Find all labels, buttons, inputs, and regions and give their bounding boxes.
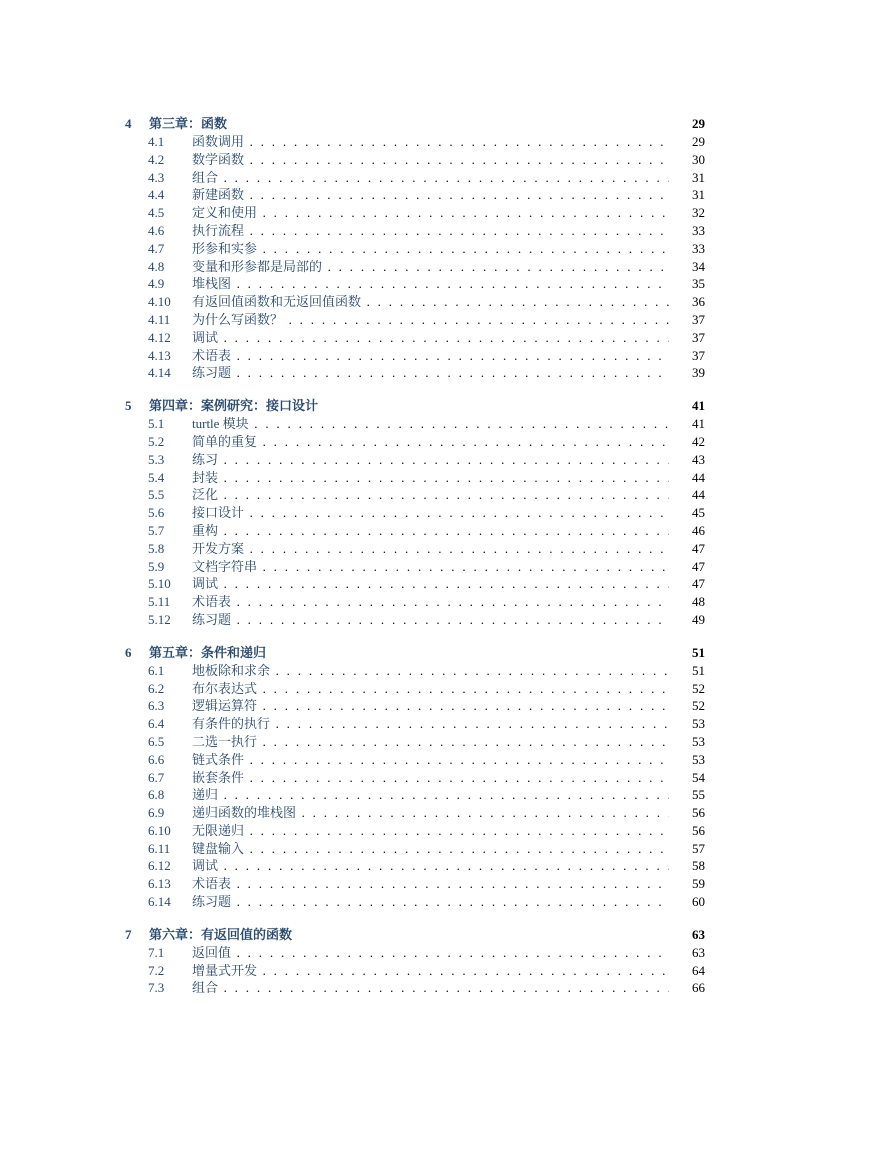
section-title: 调试 (192, 576, 219, 592)
section-title: 术语表 (192, 347, 232, 363)
section-title: 练习 (192, 451, 219, 467)
section-page-number: 33 (692, 222, 705, 238)
section-title-with-leader (192, 575, 669, 593)
toc-entry[interactable] (125, 875, 705, 893)
section-title-with-leader (192, 611, 669, 629)
section-title-with-leader (192, 786, 669, 804)
toc-entry[interactable] (125, 962, 705, 980)
section-title: 新建函数 (192, 187, 245, 203)
toc-entry[interactable] (125, 222, 705, 240)
toc-entry[interactable] (125, 486, 705, 504)
toc-entry[interactable] (125, 769, 705, 787)
toc-entry[interactable] (125, 151, 705, 169)
section-title: 简单的重复 (192, 433, 258, 449)
section-page-number: 47 (692, 558, 705, 574)
section-page-number: 36 (692, 294, 705, 310)
chapter-heading[interactable] (125, 115, 705, 133)
chapter-number: 6 (125, 644, 132, 660)
section-list (125, 944, 705, 997)
section-page-number: 48 (692, 594, 705, 610)
section-number: 4.13 (148, 347, 171, 363)
section-title: 有返回值函数和无返回值函数 (192, 294, 362, 310)
section-title: 开发方案 (192, 540, 245, 556)
toc-entry[interactable] (125, 680, 705, 698)
section-number: 5.5 (148, 487, 165, 503)
toc-entry[interactable] (125, 979, 705, 997)
section-page-number: 55 (692, 787, 705, 803)
section-title-with-leader (192, 293, 669, 311)
section-list (125, 662, 705, 911)
section-page-number: 29 (692, 134, 705, 149)
chapter-heading[interactable] (125, 926, 705, 944)
section-title-with-leader (192, 469, 669, 487)
toc-chapter (125, 644, 705, 911)
section-title-with-leader (192, 804, 669, 822)
section-title: 变量和形参都是局部的 (192, 258, 323, 274)
section-title: 术语表 (192, 594, 232, 610)
section-number: 6.9 (148, 805, 165, 821)
section-title-with-leader (192, 893, 669, 911)
chapter-page-number: 29 (692, 116, 705, 131)
chapter-page-number: 51 (692, 644, 705, 660)
section-list (125, 133, 705, 382)
section-number: 5.11 (148, 594, 171, 610)
toc-entry[interactable] (125, 540, 705, 558)
section-page-number: 37 (692, 347, 705, 363)
section-title-with-leader (192, 364, 669, 382)
section-title-with-leader (192, 329, 669, 347)
chapter-title: 第六章：有返回值的函数 (149, 926, 293, 942)
toc-entry[interactable] (125, 347, 705, 365)
section-page-number: 31 (692, 169, 705, 185)
toc-entry[interactable] (125, 311, 705, 329)
toc-entry[interactable] (125, 240, 705, 258)
section-number: 4.11 (148, 311, 171, 327)
section-page-number: 39 (692, 365, 705, 381)
section-title-with-leader (192, 275, 669, 293)
section-title: 练习题 (192, 611, 232, 627)
section-title: 堆栈图 (192, 276, 232, 292)
section-list (125, 415, 705, 629)
chapter-number: 5 (125, 398, 132, 414)
section-title: 组合 (192, 980, 219, 996)
section-number: 4.12 (148, 329, 171, 345)
table-of-contents (125, 115, 705, 1012)
section-page-number: 31 (692, 187, 705, 203)
section-number: 5.2 (148, 433, 165, 449)
section-title-with-leader (192, 875, 669, 893)
section-page-number: 63 (692, 944, 705, 960)
section-number: 4.4 (148, 187, 165, 203)
section-page-number: 32 (692, 205, 705, 221)
section-number: 6.3 (148, 698, 165, 714)
toc-entry[interactable] (125, 786, 705, 804)
section-title: 逻辑运算符 (192, 698, 258, 714)
section-number: 5.7 (148, 522, 165, 538)
toc-entry[interactable] (125, 451, 705, 469)
section-title: 链式条件 (192, 751, 245, 767)
section-number: 5.6 (148, 505, 165, 521)
chapter-title: 第五章：条件和递归 (149, 644, 267, 660)
section-title-with-leader (192, 662, 669, 680)
section-page-number: 45 (692, 505, 705, 521)
section-page-number: 37 (692, 329, 705, 345)
section-title-with-leader (192, 433, 669, 451)
section-title-with-leader (192, 311, 669, 329)
section-title: 数学函数 (192, 151, 245, 167)
section-page-number: 53 (692, 751, 705, 767)
section-number: 6.5 (148, 733, 165, 749)
section-title-with-leader (192, 486, 669, 504)
toc-entry[interactable] (125, 733, 705, 751)
toc-entry[interactable] (125, 275, 705, 293)
toc-entry[interactable] (125, 857, 705, 875)
section-page-number: 66 (692, 980, 705, 996)
section-title: 二选一执行 (192, 733, 258, 749)
section-number: 6.7 (148, 769, 165, 785)
section-title-with-leader (192, 186, 669, 204)
section-number: 5.12 (148, 611, 171, 627)
toc-entry[interactable] (125, 133, 705, 151)
section-page-number: 53 (692, 733, 705, 749)
chapter-heading[interactable] (125, 644, 705, 662)
toc-entry[interactable] (125, 433, 705, 451)
section-page-number: 64 (692, 962, 705, 978)
chapter-number: 7 (125, 926, 132, 942)
section-page-number: 54 (692, 769, 705, 785)
section-number: 6.4 (148, 716, 165, 732)
section-title-with-leader (192, 979, 669, 997)
section-page-number: 35 (692, 276, 705, 292)
section-number: 5.9 (148, 558, 165, 574)
toc-entry[interactable] (125, 575, 705, 593)
section-title-with-leader (192, 151, 669, 169)
section-title: 封装 (192, 469, 219, 485)
section-title-with-leader (192, 857, 669, 875)
section-page-number: 44 (692, 487, 705, 503)
section-number: 5.4 (148, 469, 165, 485)
section-title-with-leader (192, 697, 669, 715)
chapter-heading[interactable] (125, 397, 705, 415)
section-page-number: 60 (692, 894, 705, 910)
section-title-with-leader (192, 715, 669, 733)
section-title-with-leader (192, 558, 669, 576)
section-title: 组合 (192, 169, 219, 185)
section-page-number: 33 (692, 240, 705, 256)
section-page-number: 59 (692, 876, 705, 892)
section-number: 6.13 (148, 876, 171, 892)
toc-entry[interactable] (125, 504, 705, 522)
toc-chapter (125, 926, 705, 997)
section-title-with-leader (192, 540, 669, 558)
section-number: 6.12 (148, 858, 171, 874)
toc-entry[interactable] (125, 522, 705, 540)
section-number: 4.7 (148, 240, 165, 256)
section-title: 文档字符串 (192, 558, 258, 574)
section-title: 有条件的执行 (192, 716, 271, 732)
chapter-page-number: 41 (692, 398, 705, 414)
section-title-with-leader (192, 840, 669, 858)
section-title: 执行流程 (192, 222, 245, 238)
section-title: 练习题 (192, 894, 232, 910)
section-number: 7.1 (148, 944, 165, 960)
toc-entry[interactable] (125, 840, 705, 858)
section-page-number: 52 (692, 698, 705, 714)
section-title: 返回值 (192, 944, 232, 960)
section-number: 4.14 (148, 365, 171, 381)
toc-entry[interactable] (125, 329, 705, 347)
section-title: 定义和使用 (192, 205, 258, 221)
toc-entry[interactable] (125, 169, 705, 187)
section-page-number: 47 (692, 540, 705, 556)
toc-chapter (125, 115, 705, 382)
section-title: 调试 (192, 858, 219, 874)
section-number: 5.8 (148, 540, 165, 556)
section-title-with-leader (192, 347, 669, 365)
toc-entry[interactable] (125, 751, 705, 769)
section-title-with-leader (192, 822, 669, 840)
toc-entry[interactable] (125, 593, 705, 611)
section-title: 递归函数的堆栈图 (192, 805, 297, 821)
section-number: 5.1 (148, 416, 165, 432)
section-title: 术语表 (192, 876, 232, 892)
section-title-with-leader (192, 593, 669, 611)
section-title: 键盘输入 (192, 840, 245, 856)
section-title: 调试 (192, 329, 219, 345)
section-number: 6.14 (148, 894, 171, 910)
chapter-title: 第三章：函数 (149, 116, 228, 131)
toc-entry[interactable] (125, 611, 705, 629)
section-number: 4.10 (148, 294, 171, 310)
section-number: 4.6 (148, 222, 165, 238)
toc-entry[interactable] (125, 558, 705, 576)
section-title-with-leader (192, 133, 669, 151)
section-title: 重构 (192, 522, 219, 538)
chapter-title: 第四章：案例研究：接口设计 (149, 398, 319, 414)
section-title: 地板除和求余 (192, 662, 271, 678)
section-title: 增量式开发 (192, 962, 258, 978)
section-number: 5.3 (148, 451, 165, 467)
toc-entry[interactable] (125, 469, 705, 487)
section-page-number: 41 (692, 416, 705, 432)
section-title-with-leader (192, 204, 669, 222)
section-page-number: 49 (692, 611, 705, 627)
section-page-number: 56 (692, 805, 705, 821)
toc-entry[interactable] (125, 258, 705, 276)
section-number: 4.1 (148, 134, 165, 149)
section-number: 6.2 (148, 680, 165, 696)
section-title-with-leader (192, 169, 669, 187)
toc-entry[interactable] (125, 662, 705, 680)
section-title: 布尔表达式 (192, 680, 258, 696)
section-title: 嵌套条件 (192, 769, 245, 785)
section-page-number: 42 (692, 433, 705, 449)
chapter-page-number: 63 (692, 926, 705, 942)
section-title-with-leader (192, 258, 669, 276)
toc-entry[interactable] (125, 697, 705, 715)
section-title: 为什么写函数？ (192, 311, 284, 327)
section-page-number: 58 (692, 858, 705, 874)
section-title-with-leader (192, 504, 669, 522)
toc-entry[interactable] (125, 415, 705, 433)
section-page-number: 57 (692, 840, 705, 856)
toc-entry[interactable] (125, 186, 705, 204)
section-number: 6.10 (148, 822, 171, 838)
section-number: 4.2 (148, 151, 165, 167)
toc-entry[interactable] (125, 804, 705, 822)
section-number: 7.3 (148, 980, 165, 996)
section-number: 4.3 (148, 169, 165, 185)
section-number: 4.8 (148, 258, 165, 274)
section-title: turtle 模块 (192, 416, 249, 432)
section-number: 6.1 (148, 662, 165, 678)
section-number: 5.10 (148, 576, 171, 592)
toc-entry[interactable] (125, 893, 705, 911)
toc-chapter (125, 397, 705, 629)
section-number: 6.11 (148, 840, 171, 856)
toc-entry[interactable] (125, 822, 705, 840)
section-title: 无限递归 (192, 822, 245, 838)
section-title: 形参和实参 (192, 240, 258, 256)
section-title-with-leader (192, 680, 669, 698)
toc-entry[interactable] (125, 293, 705, 311)
section-page-number: 30 (692, 151, 705, 167)
toc-entry[interactable] (125, 715, 705, 733)
toc-entry[interactable] (125, 364, 705, 382)
section-page-number: 51 (692, 662, 705, 678)
section-page-number: 53 (692, 716, 705, 732)
section-page-number: 37 (692, 311, 705, 327)
toc-entry[interactable] (125, 944, 705, 962)
section-title: 练习题 (192, 365, 232, 381)
section-number: 4.9 (148, 276, 165, 292)
section-title-with-leader (192, 522, 669, 540)
toc-entry[interactable] (125, 204, 705, 222)
section-page-number: 46 (692, 522, 705, 538)
section-title: 函数调用 (192, 134, 245, 149)
section-title: 递归 (192, 787, 219, 803)
section-page-number: 47 (692, 576, 705, 592)
section-title-with-leader (192, 451, 669, 469)
chapter-number: 4 (125, 116, 132, 131)
section-title: 泛化 (192, 487, 219, 503)
section-number: 7.2 (148, 962, 165, 978)
section-page-number: 56 (692, 822, 705, 838)
section-title-with-leader (192, 733, 669, 751)
section-title-with-leader (192, 751, 669, 769)
section-page-number: 44 (692, 469, 705, 485)
section-page-number: 34 (692, 258, 705, 274)
section-title-with-leader (192, 222, 669, 240)
section-number: 6.8 (148, 787, 165, 803)
section-title-with-leader (192, 240, 669, 258)
section-number: 4.5 (148, 205, 165, 221)
section-title: 接口设计 (192, 505, 245, 521)
section-title-with-leader (192, 769, 669, 787)
section-page-number: 43 (692, 451, 705, 467)
section-number: 6.6 (148, 751, 165, 767)
section-title-with-leader (192, 944, 669, 962)
section-title-with-leader (192, 415, 669, 433)
section-page-number: 52 (692, 680, 705, 696)
section-title-with-leader (192, 962, 669, 980)
